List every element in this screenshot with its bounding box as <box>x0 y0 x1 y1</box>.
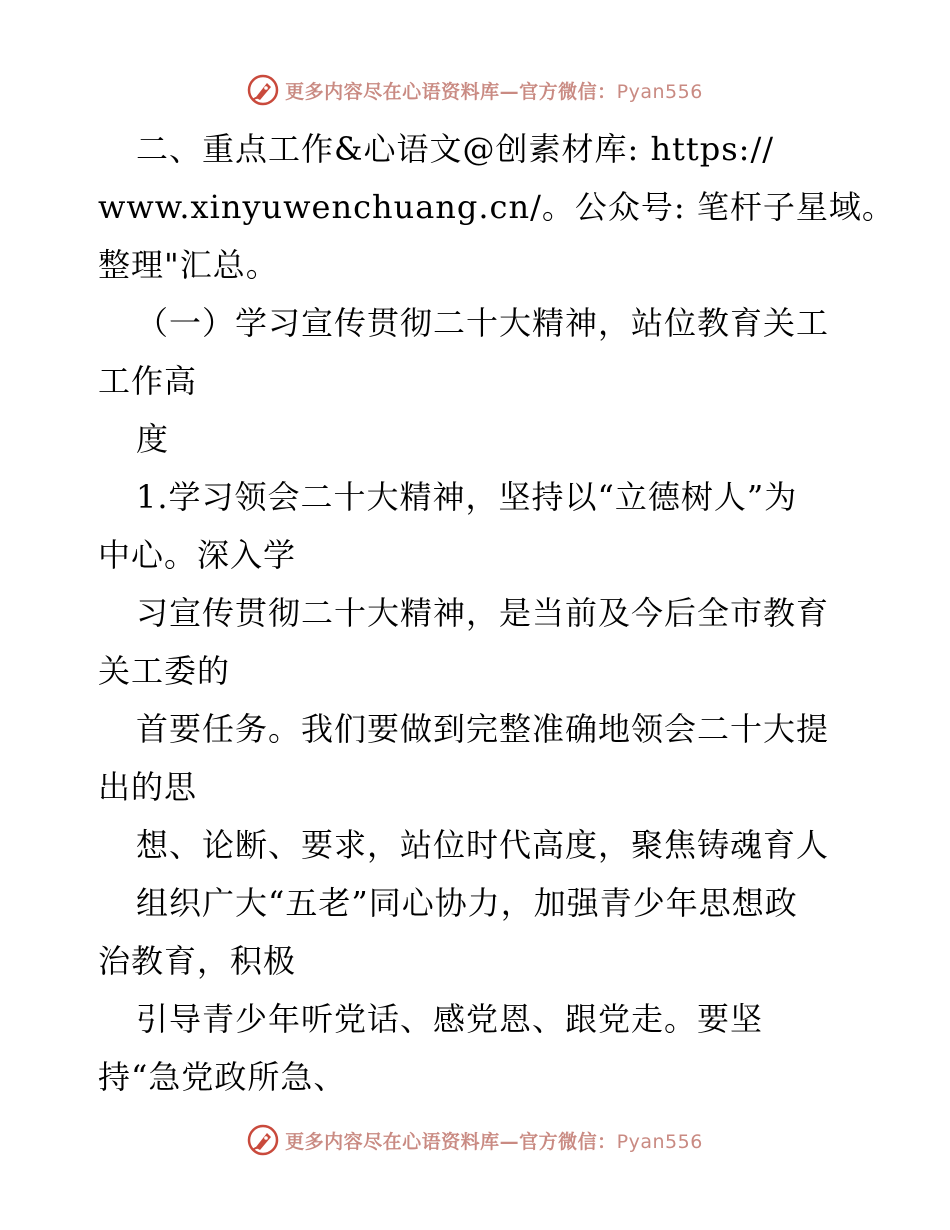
doc-line: 首要任务。我们要做到完整准确地领会二十大提 <box>136 710 830 748</box>
doc-line: 工作高 <box>98 362 198 400</box>
document-body <box>98 120 895 1106</box>
doc-line: 组织广大“五老”同心协力，加强青少年思想政 <box>136 884 798 922</box>
doc-line: 中心。深入学 <box>98 536 297 574</box>
doc-line: 整理"汇总。 <box>98 246 279 284</box>
doc-line: www.xinyuwenchuang.cn/。公众号: 笔杆子星域。 <box>98 188 895 226</box>
doc-line: 二、重点工作&心语文@创素材库: https:// <box>136 130 775 168</box>
doc-line: 1.学习领会二十大精神，坚持以“立德树人”为 <box>136 478 798 516</box>
doc-line: 出的思 <box>98 768 198 806</box>
doc-line: 习宣传贯彻二十大精神，是当前及今后全市教育 <box>136 594 830 632</box>
footer-banner <box>0 1120 950 1160</box>
doc-line: （一）学习宣传贯彻二十大精神，站位教育关工 <box>136 304 830 342</box>
footer-banner-label: 更多内容尽在心语资料库—官方微信： <box>285 1130 617 1153</box>
footer-wechat-id: Pyan556 <box>616 1130 703 1153</box>
header-wechat-id: Pyan556 <box>616 80 703 103</box>
header-banner-label: 更多内容尽在心语资料库—官方微信： <box>285 80 617 103</box>
footer-banner-text <box>285 1127 703 1154</box>
doc-line: 持“急党政所急、 <box>98 1058 347 1096</box>
doc-line: 关工委的 <box>98 652 231 690</box>
doc-line: 度 <box>136 420 170 458</box>
pen-nib-logo-icon <box>247 74 279 106</box>
doc-line: 治教育，积极 <box>98 942 297 980</box>
header-banner <box>0 70 950 110</box>
header-banner-text <box>285 77 703 104</box>
pen-nib-logo-icon <box>247 1124 279 1156</box>
doc-line: 引导青少年听党话、感党恩、跟党走。要坚 <box>136 1000 764 1038</box>
doc-line: 想、论断、要求，站位时代高度，聚焦铸魂育人 <box>136 826 830 864</box>
